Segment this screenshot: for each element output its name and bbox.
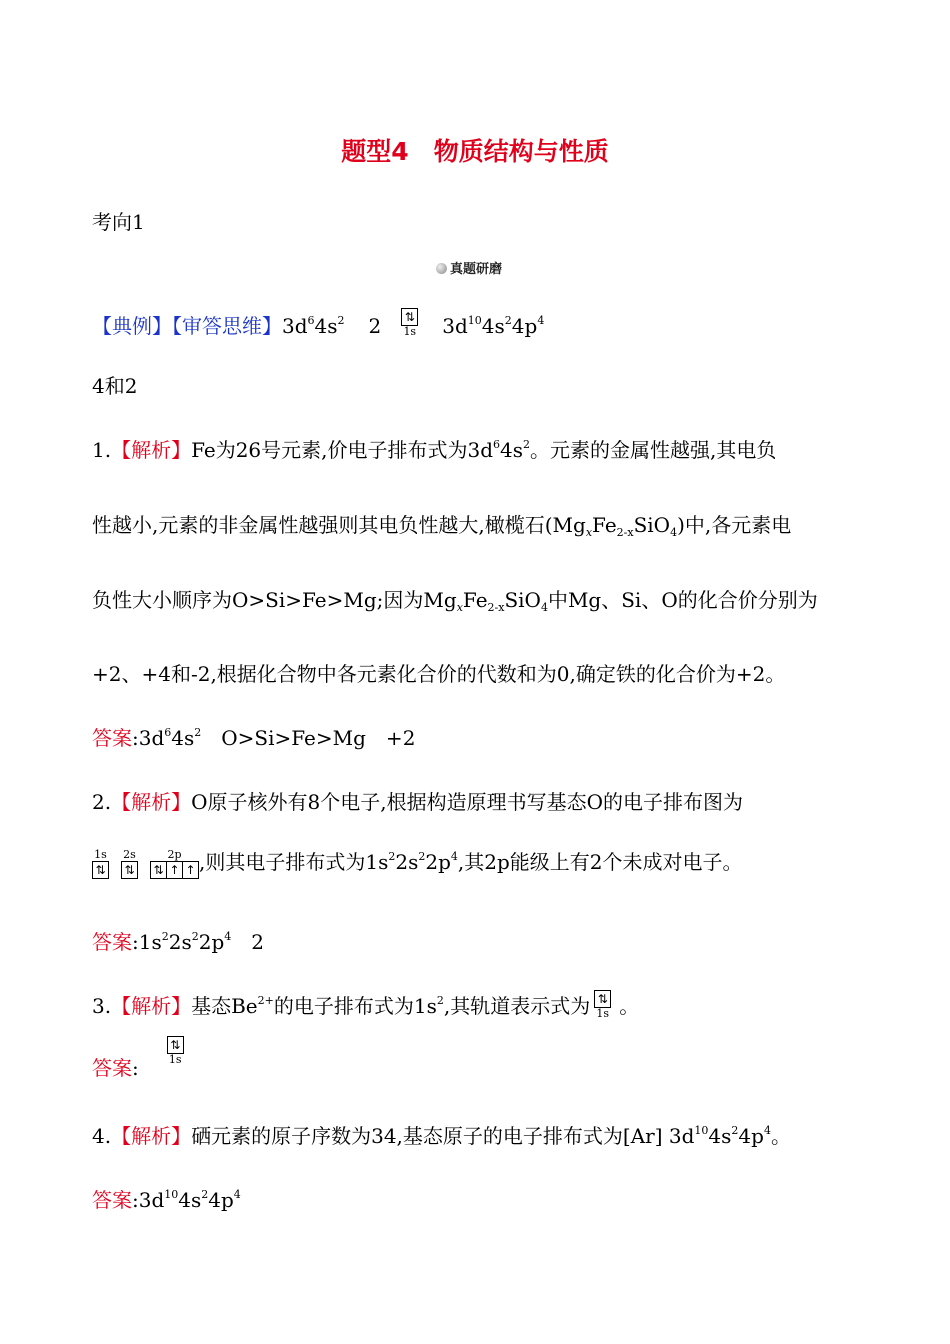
orbital-diagram-1s: ⇅ 1s xyxy=(401,308,418,338)
q1-line1: 1.【解析】Fe为26号元素,价电子排布式为$3d^64s^2$。元素的金属性越强,其电负 xyxy=(92,438,777,462)
answer-label: 答案 xyxy=(92,1056,132,1080)
orbital-2p: 2p ⇅ ↑ ↑ xyxy=(150,849,199,879)
q3-answer: 答案: ⇅ 1s xyxy=(92,1050,184,1081)
answer-label: 答案 xyxy=(92,726,132,750)
q2-line1: 2.【解析】O原子核外有8个电子,根据构造原理书写基态O的电子排布图为 xyxy=(92,790,743,814)
q4-line1: 4.【解析】硒元素的原子序数为34,基态原子的电子排布式为[Ar] $3d^{10}4s^24p^4$。 xyxy=(92,1124,791,1148)
q3-line1: 3.【解析】基态$Be^{2+}$的电子排布式为$1s^2$,其轨道表示式为 ⇅ 1s 。 xyxy=(92,992,640,1020)
section-heading: 考向1 xyxy=(92,210,145,234)
q2-line2: 1s ⇅ 2s ⇅ 2p ⇅ ↑ ↑ ,则其电子排布式为$1s^22s^22p^4$,其2p能级上有2个未成对电子。 xyxy=(92,846,743,879)
page-title: 题型4 物质结构与性质 xyxy=(341,137,609,166)
example-line2: 4和2 xyxy=(92,374,138,398)
q2-answer: 答案$:1s^22s^22p^4$ 2 xyxy=(92,930,264,954)
q1-answer: 答案$:3d^64s^2$ O>Si>Fe>Mg +2 xyxy=(92,726,416,750)
badge xyxy=(436,258,502,277)
orbital-diagram-1s: ⇅ 1s xyxy=(167,1036,184,1066)
badge-label: 真题研磨 xyxy=(450,262,503,277)
q1-tag: 【解析】 xyxy=(111,438,192,462)
q3-tag: 【解析】 xyxy=(111,994,192,1018)
orbital-diagram-1s: ⇅ 1s xyxy=(594,990,611,1020)
thinking-tag: 【审答思维】 xyxy=(172,314,282,338)
badge-icon xyxy=(436,263,447,274)
q1-line4: +2、+4和-2,根据化合物中各元素化合价的代数和为0,确定铁的化合价为+2。 xyxy=(92,662,786,686)
answer-label: 答案 xyxy=(92,930,132,954)
orbital-2s: 2s ⇅ xyxy=(121,849,138,879)
example-row: 【典例】【审答思维】$3d^64s^2$ 2 ⇅ 1s $3d^{10}4s^24p^4$ xyxy=(92,310,545,338)
q4-tag: 【解析】 xyxy=(111,1124,192,1148)
q1-line2: 性越小,元素的非金属性越强则其电负性越大,橄榄石$(Mg_xFe_{2-x}SiO_4)$中,各元素电 xyxy=(92,513,792,539)
q2-tag: 【解析】 xyxy=(111,790,192,814)
answer-label: 答案 xyxy=(92,1188,132,1212)
orbital-1s: 1s ⇅ xyxy=(92,849,109,879)
q1-line3: 负性大小顺序为O>Si>Fe>Mg;因为$Mg_xFe_{2-x}SiO_4$中Mg、Si、O的化合价分别为 xyxy=(92,588,818,614)
example-tag: 【典例】 xyxy=(92,314,172,338)
q4-answer: 答案$:3d^{10}4s^24p^4$ xyxy=(92,1188,241,1212)
